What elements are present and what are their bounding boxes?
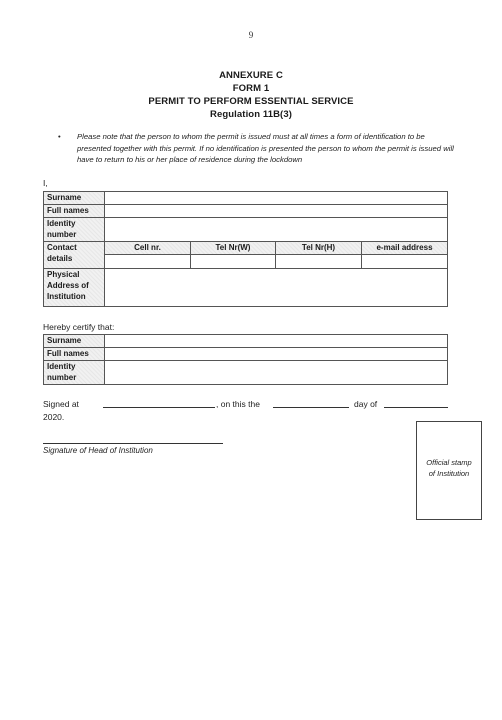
- surname-label: Surname: [44, 192, 105, 205]
- signed-at-line[interactable]: [103, 407, 215, 408]
- identity-number-label: Identity number: [44, 218, 105, 242]
- on-this-the-label: , on this the: [216, 399, 260, 409]
- year-text: 2020.: [43, 412, 65, 422]
- form-heading: FORM 1: [232, 83, 270, 94]
- certify-intro: Hereby certify that:: [43, 322, 115, 332]
- signature-line[interactable]: [43, 443, 223, 444]
- table-row: [44, 255, 448, 269]
- table-row: [44, 242, 448, 255]
- email-field[interactable]: [362, 255, 448, 269]
- table-row: [44, 192, 448, 205]
- table-row: [44, 205, 448, 218]
- table-row: [44, 269, 448, 307]
- holder-full-names-label: Full names: [44, 348, 105, 361]
- declarant-details-table: [43, 191, 448, 307]
- holder-identity-label: Identity number: [44, 361, 105, 385]
- tel-work-field[interactable]: [191, 255, 276, 269]
- full-names-field[interactable]: [105, 205, 448, 218]
- holder-surname-field[interactable]: [105, 335, 448, 348]
- identification-note: [58, 131, 458, 166]
- month-line[interactable]: [384, 407, 448, 408]
- declarant-intro: I,: [43, 178, 48, 188]
- signature-caption: Signature of Head of Institution: [43, 446, 153, 455]
- regulation-heading: Regulation 11B(3): [210, 109, 292, 120]
- physical-address-field[interactable]: [105, 269, 448, 307]
- contact-details-label: Contact details: [44, 242, 105, 269]
- cell-number-field[interactable]: [105, 255, 191, 269]
- table-row: [44, 361, 448, 385]
- page-number: 9: [248, 30, 254, 40]
- form-title: PERMIT TO PERFORM ESSENTIAL SERVICE: [148, 96, 354, 107]
- holder-identity-field[interactable]: [105, 361, 448, 385]
- bullet-point: •: [58, 132, 61, 141]
- table-row: [44, 348, 448, 361]
- cell-number-header: Cell nr.: [105, 242, 191, 255]
- holder-surname-label: Surname: [44, 335, 105, 348]
- holder-full-names-field[interactable]: [105, 348, 448, 361]
- tel-home-field[interactable]: [276, 255, 362, 269]
- table-row: [44, 335, 448, 348]
- stamp-caption: [417, 458, 481, 479]
- full-names-label: Full names: [44, 205, 105, 218]
- permit-holder-table: [43, 334, 448, 385]
- signed-at-label: Signed at: [43, 399, 79, 409]
- tel-home-header: Tel Nr(H): [276, 242, 362, 255]
- day-of-label: day of: [354, 399, 378, 409]
- physical-address-label: Physical Address of Institution: [44, 269, 105, 307]
- official-stamp-box: [416, 421, 482, 520]
- identity-number-field[interactable]: [105, 218, 448, 242]
- tel-work-header: Tel Nr(W): [191, 242, 276, 255]
- email-header: e-mail address: [362, 242, 448, 255]
- table-row: [44, 218, 448, 242]
- day-line[interactable]: [273, 407, 349, 408]
- annexure-heading: ANNEXURE C: [219, 70, 283, 81]
- stamp-caption-line1: Official stamp: [426, 458, 472, 467]
- note-text: Please note that the person to whom the permit is issued must at all times a form of identification to be presented together with this permit. If no identification is presented the person to whom the permit is issued will have to return to his or her place of residence during the lockdown: [77, 132, 454, 164]
- surname-field[interactable]: [105, 192, 448, 205]
- stamp-caption-line2: of Institution: [428, 468, 470, 478]
